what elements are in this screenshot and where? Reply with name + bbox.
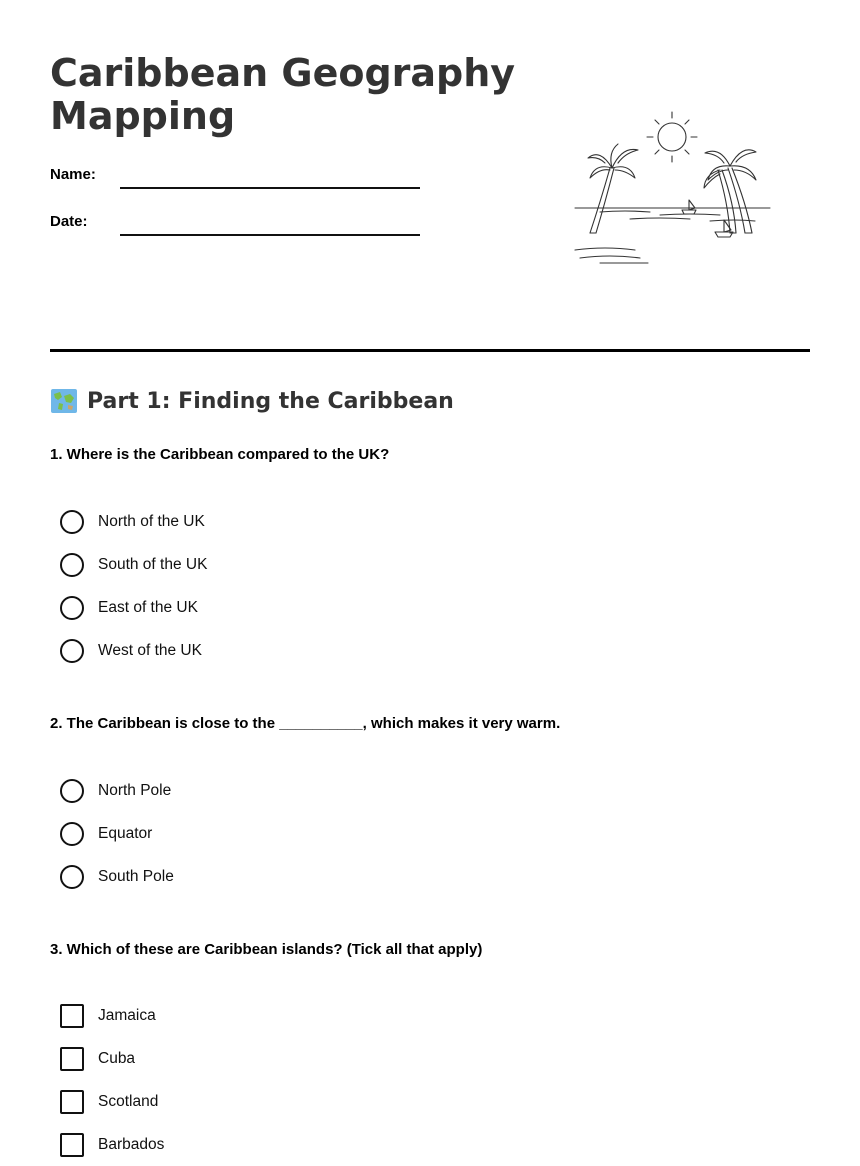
radio-button[interactable] [60,553,84,577]
option-label: West of the UK [98,641,202,659]
option-jamaica[interactable] [60,994,164,1037]
checkbox[interactable] [60,1004,84,1028]
part1-heading [50,388,454,414]
option-east-of-uk[interactable] [60,586,207,629]
option-label: North of the UK [98,512,205,530]
name-label: Name: [50,166,96,183]
date-field[interactable] [120,234,420,236]
radio-button[interactable] [60,510,84,534]
question-3-options [60,994,164,1166]
radio-button[interactable] [60,865,84,889]
radio-button[interactable] [60,596,84,620]
question-2-options [60,769,174,898]
option-west-of-uk[interactable] [60,629,207,672]
option-label: Equator [98,824,153,842]
world-map-icon [50,388,78,414]
question-1-options [60,500,207,672]
question-2: 2. The Caribbean is close to the __________, which makes it very warm. [50,715,561,732]
header-divider [50,349,810,352]
date-label: Date: [50,213,88,230]
checkbox[interactable] [60,1090,84,1114]
option-label: Scotland [98,1092,159,1110]
option-equator[interactable] [60,812,174,855]
option-label: South of the UK [98,555,208,573]
option-cuba[interactable] [60,1037,164,1080]
radio-button[interactable] [60,822,84,846]
question-3: 3. Which of these are Caribbean islands? (Tick all that apply) [50,941,483,958]
option-label: Barbados [98,1135,165,1153]
radio-button[interactable] [60,779,84,803]
beach-illustration [570,108,780,268]
option-north-pole[interactable] [60,769,174,812]
option-south-of-uk[interactable] [60,543,207,586]
part1-heading-text: Part 1: Finding the Caribbean [87,388,454,414]
option-label: North Pole [98,781,172,799]
checkbox[interactable] [60,1133,84,1157]
name-field[interactable] [120,187,420,189]
option-scotland[interactable] [60,1080,164,1123]
option-label: East of the UK [98,598,198,616]
option-barbados[interactable] [60,1123,164,1166]
option-north-of-uk[interactable] [60,500,207,543]
option-south-pole[interactable] [60,855,174,898]
option-label: Cuba [98,1049,136,1067]
option-label: Jamaica [98,1006,156,1024]
checkbox[interactable] [60,1047,84,1071]
radio-button[interactable] [60,639,84,663]
question-1: 1. Where is the Caribbean compared to the UK? [50,446,390,463]
option-label: South Pole [98,867,174,885]
page-title: Caribbean Geography Mapping [50,51,516,138]
